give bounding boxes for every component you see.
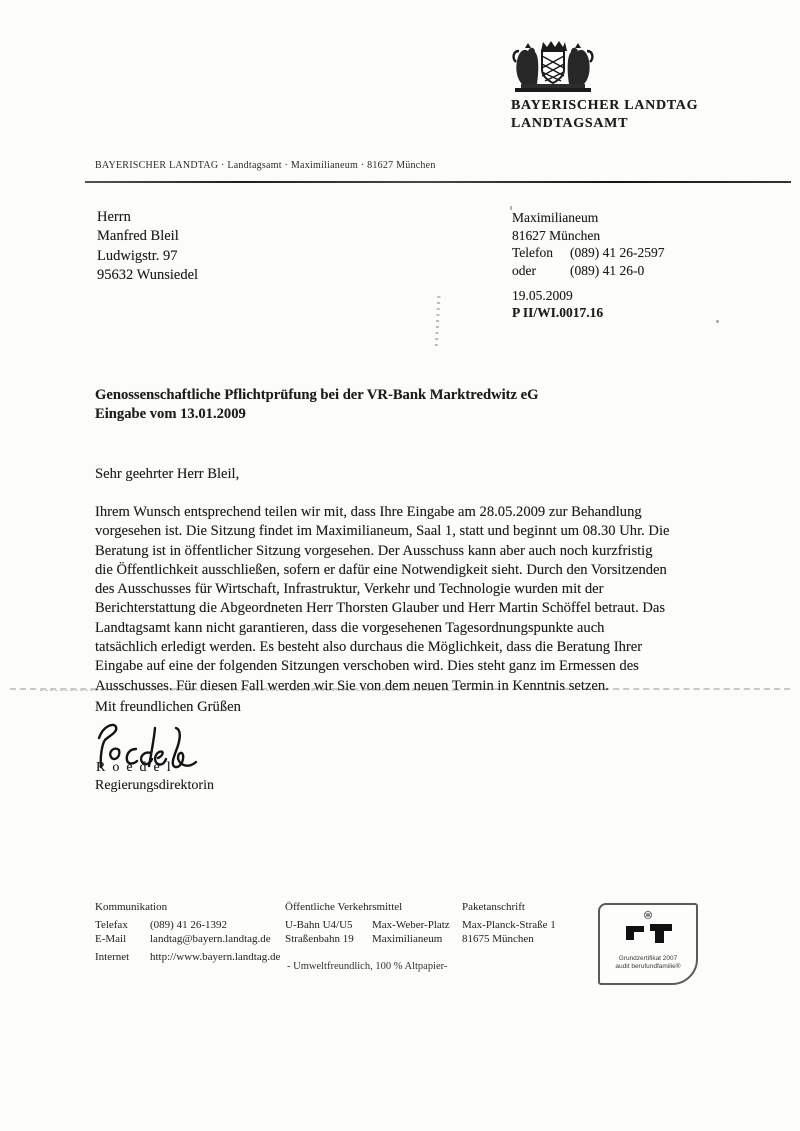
scan-fold-line-secondary	[40, 690, 460, 691]
recipient-line: 95632 Wunsiedel	[97, 266, 199, 283]
phone-alt-label: oder	[512, 262, 536, 278]
closing-greeting: Mit freundlichen Grüßen	[95, 699, 241, 715]
scan-speck	[716, 320, 719, 323]
footer-value-internet: http://www.bayern.landtag.de	[150, 951, 281, 963]
office-phone-row	[512, 244, 665, 262]
certificate-line1: Grundzertifikat 2007	[618, 955, 678, 962]
certificate-text	[615, 955, 680, 971]
body-line: Ihrem Wunsch entsprechend teilen wir mit, dass Ihre Eingabe am 28.05.2009 zur Behandlung	[95, 504, 642, 520]
recipient-line: Herrn	[97, 209, 131, 225]
certificate-line2: audit berufundfamilie®	[615, 963, 681, 970]
subject-line1: Genossenschaftliche Pflichtprüfung bei der VR-Bank Marktredwitz eG	[95, 387, 539, 403]
body-line: die Öffentlichkeit ausschließen, sofern er dafür eine Notwendigkeit sieht. Durch den Vorsitzenden	[95, 561, 667, 578]
certificate-logo	[598, 903, 698, 985]
body-line: Berichterstattung die Abgeordneten Herr Thorsten Glauber und Herr Martin Schöffel betraut. Das	[95, 600, 666, 617]
phone-label: Telefon	[512, 245, 554, 260]
phone-value: (089) 41 26-2597	[570, 245, 665, 260]
recipient-line: Ludwigstr. 97	[97, 247, 178, 264]
footer-heading-paketanschrift: Paketanschrift	[462, 901, 525, 913]
berufundfamilie-logo-icon	[618, 910, 678, 952]
footer-heading-verkehrsmittel: Öffentliche Verkehrsmittel	[285, 901, 403, 913]
sender-return-address: BAYERISCHER LANDTAG · Landtagsamt · Maximilianeum · 81627 München	[95, 160, 436, 171]
footer-transit-ubahn: U-Bahn U4/U5	[285, 919, 353, 931]
signatory-name: Roedel	[96, 760, 178, 775]
scan-smudge-vertical	[435, 296, 441, 350]
office-address-line: 81627 München	[512, 227, 601, 243]
letter-body	[95, 503, 745, 696]
scan-speck	[510, 206, 512, 210]
footer-transit-tram: Straßenbahn 19	[285, 933, 354, 945]
footer-value-email: landtag@bayern.landtag.de	[150, 933, 271, 945]
address-rule-line	[85, 181, 791, 183]
org-name-line1: BAYERISCHER LANDTAG	[511, 98, 699, 113]
letter-date: 19.05.2009	[512, 288, 573, 303]
recipient-address-block	[97, 208, 198, 285]
office-phone-alt-row	[512, 262, 665, 280]
footer-label-internet: Internet	[95, 951, 130, 963]
reference-number: P II/WI.0017.16	[512, 305, 604, 320]
org-name-line2: LANDTAGSAMT	[511, 116, 629, 131]
phone-alt-value: (089) 41 26-0	[570, 262, 645, 278]
bavarian-coat-of-arms-icon	[509, 38, 597, 96]
body-line: Eingabe auf eine der folgenden Sitzungen verschoben wird. Dies steht ganz im Ermessen des	[95, 658, 639, 675]
footer-transit-tram-stop: Maximilianeum	[372, 933, 443, 945]
subject-block	[95, 386, 538, 425]
subject-line2: Eingabe vom 13.01.2009	[95, 406, 246, 423]
eco-paper-note: - Umweltfreundlich, 100 % Altpapier-	[287, 961, 448, 972]
body-line: Beratung ist in öffentlicher Sitzung vorgesehen. Der Ausschuss kann aber auch noch kurzfristig	[95, 542, 653, 559]
footer-label-telefax: Telefax	[95, 919, 128, 931]
signatory-title: Regierungsdirektorin	[95, 778, 214, 793]
body-line: des Ausschusses für Wirtschaft, Infrastruktur, Verkehr und Technologie wurden mit der	[95, 581, 604, 598]
body-line: Ausschusses. Für diesen Fall werden wir Sie von dem neuen Termin in Kenntnis setzen.	[95, 677, 609, 694]
footer-transit-ubahn-stop: Max-Weber-Platz	[372, 919, 450, 931]
body-line: tatsächlich erledigt werden. Es besteht also durchaus die Möglichkeit, dass die Beratung Ihrer	[95, 639, 643, 656]
office-info-block	[512, 209, 665, 279]
recipient-line: Manfred Bleil	[97, 228, 179, 245]
org-name-block	[511, 97, 698, 133]
body-line: vorgesehen ist. Die Sitzung findet im Maximilianeum, Saal 1, statt und beginnt um 08.30 Uhr. Die	[95, 523, 670, 540]
footer-parcel-street: Max-Planck-Straße 1	[462, 919, 556, 931]
footer-parcel-city: 81675 München	[462, 933, 534, 945]
office-address-line: Maximilianeum	[512, 210, 599, 225]
body-line: Landtagsamt kann nicht garantieren, dass die vorgesehenen Tagesordnungspunkte auch	[95, 619, 605, 636]
footer-heading-kommunikation: Kommunikation	[95, 901, 168, 913]
salutation: Sehr geehrter Herr Bleil,	[95, 466, 240, 482]
footer-value-telefax: (089) 41 26-1392	[150, 919, 227, 931]
footer-label-email: E-Mail	[95, 933, 127, 945]
